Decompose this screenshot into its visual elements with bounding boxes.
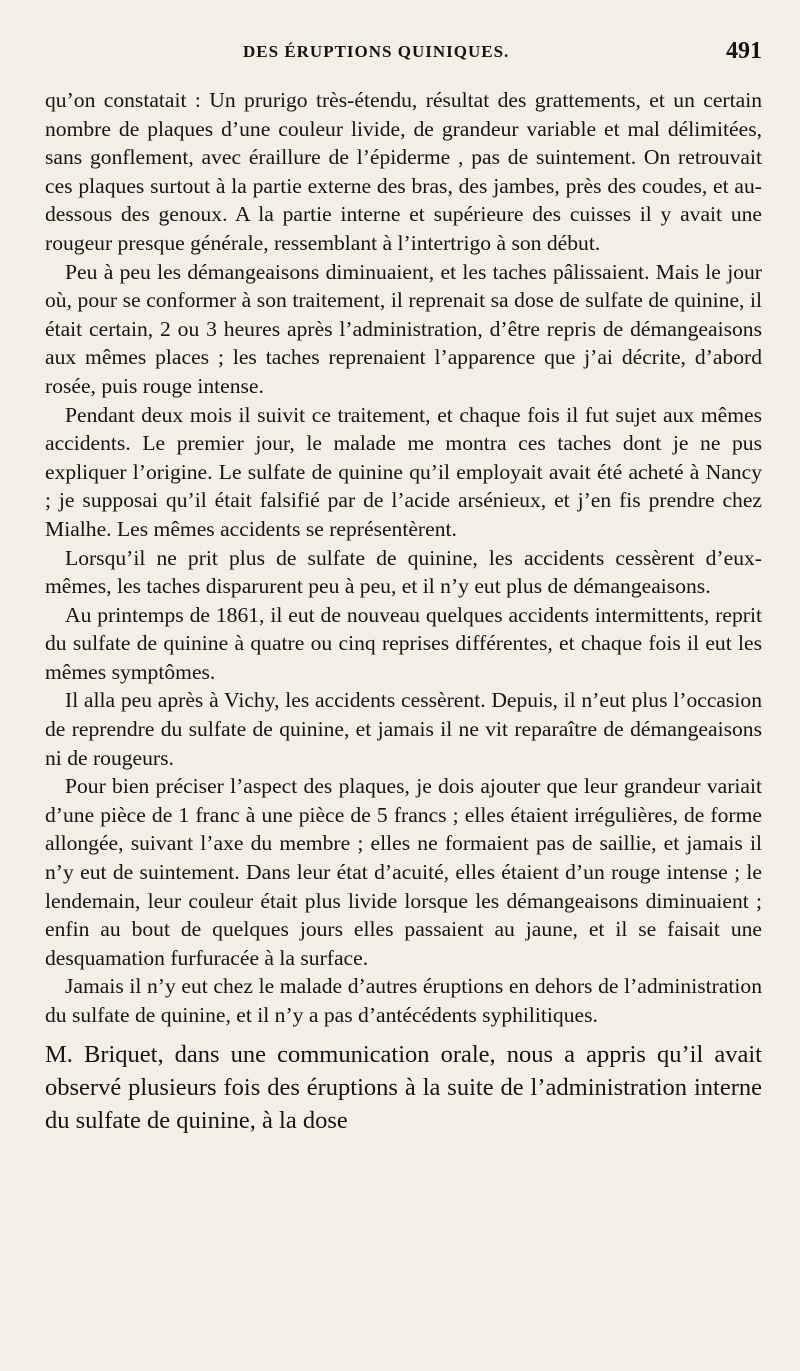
paragraph: Au printemps de 1861, il eut de nouveau quelques accidents intermittents, reprit du sulfate de quinine à quatre ou cinq reprises différentes, et chaque fois il eut les mêmes symptômes. bbox=[45, 602, 762, 684]
paragraph-large: M. Briquet, dans une communication orale, nous a appris qu’il avait observé plusieurs fois des éruptions à la suite de l’administration interne du sulfate de quinine, à la dose bbox=[45, 1040, 762, 1134]
large-text-block bbox=[45, 1038, 762, 1137]
paragraph: Il alla peu après à Vichy, les accidents cessèrent. Depuis, il n’eut plus l’occasion de reprendre du sulfate de quinine, et jamais il ne vit reparaître de démangeaisons ni de rougeurs. bbox=[45, 688, 762, 770]
paragraph: Lorsqu’il ne prit plus de sulfate de quinine, les accidents cessèrent d’eux-mêmes, les taches disparurent peu à peu, et il n’y eut plus de démangeaisons. bbox=[45, 545, 762, 599]
running-head bbox=[45, 38, 762, 86]
body-text bbox=[45, 86, 762, 1030]
paragraph: Pendant deux mois il suivit ce traitement, et chaque fois il fut sujet aux mêmes accidents. Le premier jour, le malade me montra ces taches dont je ne pus expliquer l’origine. Le sulfate de quinine qu’il employait avait été acheté à Nancy ; je supposai qu’il était falsifié par de l’acide arsénieux, et j’en fis prendre chez Mialhe. Les mêmes accidents se représentèrent. bbox=[45, 402, 762, 541]
page-number: 491 bbox=[726, 38, 762, 64]
running-title: DES ÉRUPTIONS QUINIQUES. bbox=[243, 42, 510, 61]
paragraph: Jamais il n’y eut chez le malade d’autres éruptions en dehors de l’administration du sulfate de quinine, et il n’y a pas d’antécédents syphilitiques. bbox=[45, 974, 762, 1027]
paragraph: qu’on constatait : Un prurigo très-étendu, résultat des grattements, et un certain nombre de plaques d’une couleur livide, de grandeur variable et mal délimitées, sans gonflement, avec éraillure de l’épiderme , pas de suintement. On retrouvait ces plaques surtout à la partie externe des bras, des jambes, près des coudes, et au-dessous des genoux. A la partie interne et supérieure des cuisses il y avait une rougeur presque générale, ressemblant à l’intertrigo à son début. bbox=[45, 88, 762, 255]
paragraph: Peu à peu les démangeaisons diminuaient, et les taches pâlissaient. Mais le jour où, pour se conformer à son traitement, il reprenait sa dose de sulfate de quinine, il était certain, 2 ou 3 heures après l’administration, d’être repris de démangeaisons aux mêmes places ; les taches reprenaient l’apparence que j’ai décrite, d’abord rosée, puis rouge intense. bbox=[45, 259, 762, 398]
paragraph: Pour bien préciser l’aspect des plaques, je dois ajouter que leur grandeur variait d’une pièce de 1 franc à une pièce de 5 francs ; elles étaient irrégulières, de forme allongée, suivant l’axe du membre ; elles ne formaient pas de saillie, et jamais il n’y eut de suintement. Dans leur état d’acuité, elles étaient d’un rouge intense ; le lendemain, leur couleur était plus livide lorsque les démangeaisons diminuaient ; enfin au bout de quelques jours elles passaient au jaune, et il se faisait une desquamation furfuracée à la surface. bbox=[45, 774, 762, 970]
